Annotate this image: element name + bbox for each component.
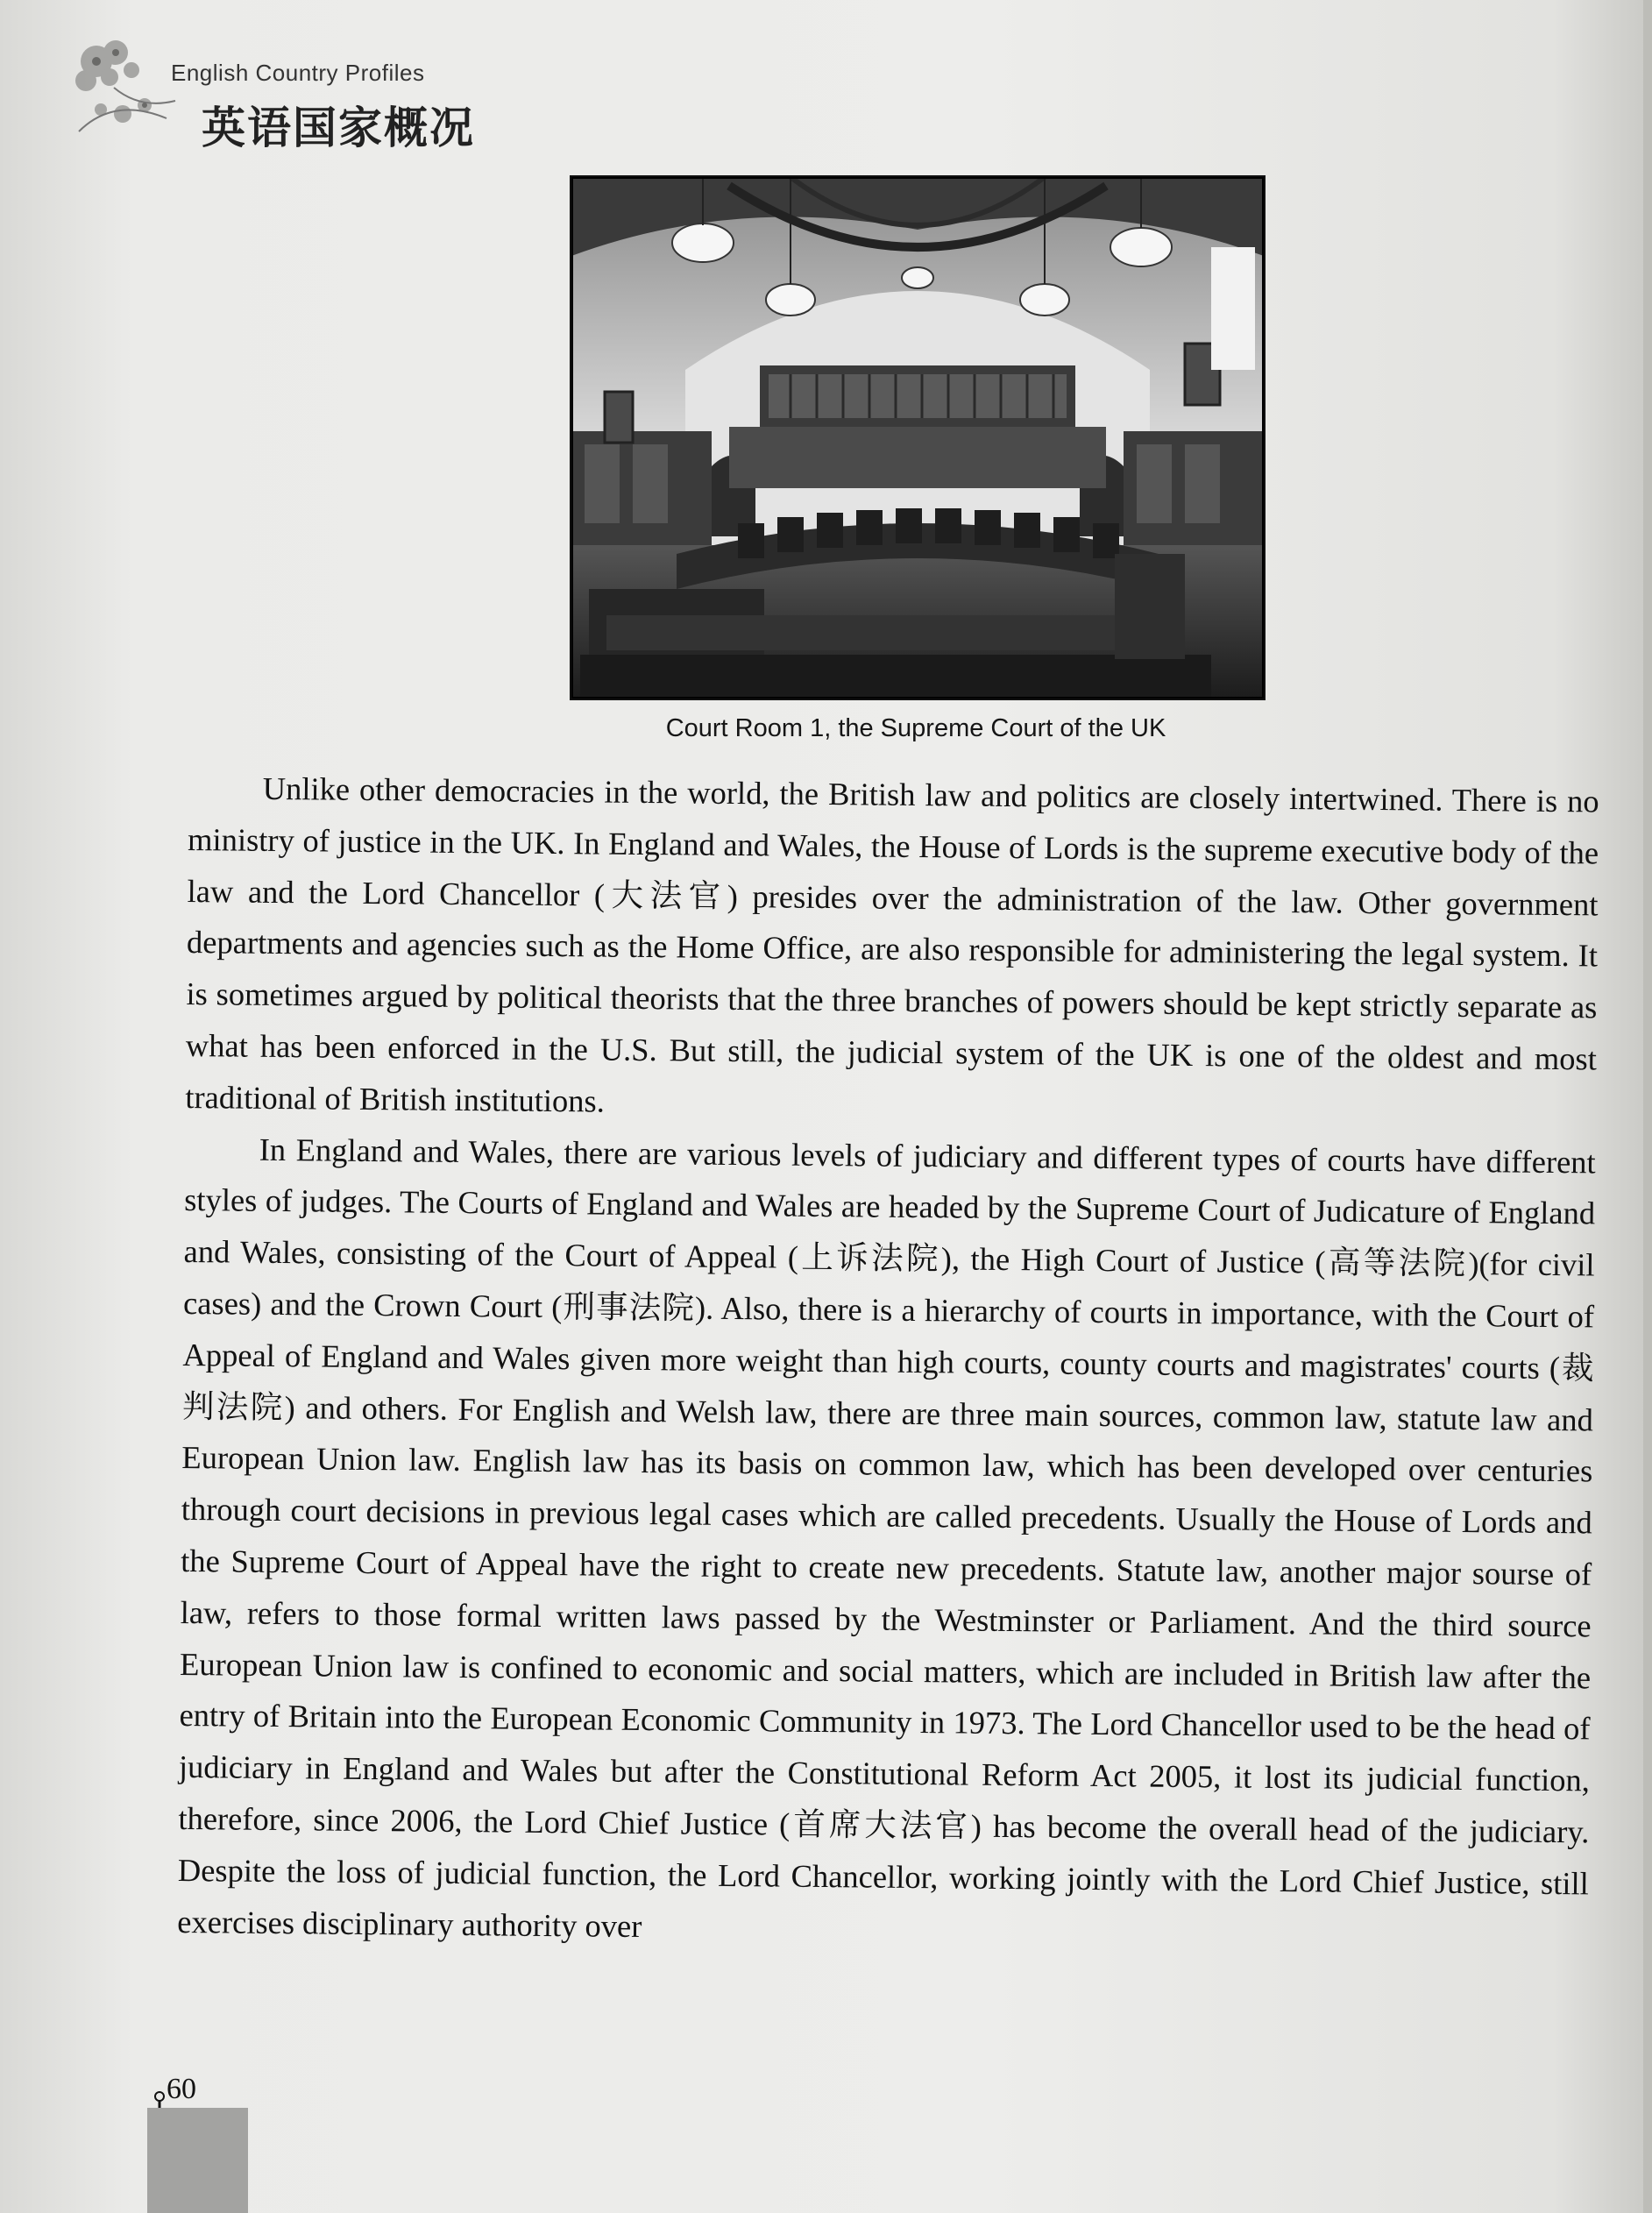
courtroom-photo: [570, 175, 1266, 700]
paragraph-2: In England and Wales, there are various levels of judiciary and different types of courts have different styles of judges. The Courts of England and Wales are headed by the Supreme Court of Judicature of England and Wales, consisting of the Court of Appeal (上诉法院), the High Court of Justice (高等法院)(for civil cases) and the Crown Court (刑事法院). Also, there is a hierarchy of courts in importance, with the Court of Appeal of England and Wales given more weight than high courts, county courts and magistrates' courts (裁判法院) and others. For English and Welsh law, there are three main sources, common law, statute law and European Union law. English law has its basis on common law, which has been developed over centuries through court decisions in previous legal cases which are called precedents. Usually the House of Lords and the Supreme Court of Appeal have the right to create new precedents. Statute law, another major sourse of law, refers to those formal written laws passed by the Westminster or Parliament. And the third source European Union law is confined to economic and social matters, which are included in British law after the entry of Britain into the European Economic Community in 1973. The Lord Chancellor used to be the head of judiciary in England and Wales but after the Constitutional Reform Act 2005, it lost its judicial function, therefore, since 2006, the Lord Chief Justice (首席大法官) has become the overall head of the judiciary. Despite the loss of judicial function, the Lord Chancellor, working jointly with the Lord Chief Justice, still exercises disciplinary authority over: [177, 1131, 1596, 1944]
figure-caption: Court Room 1, the Supreme Court of the UK: [665, 714, 1166, 742]
header-title-en: English Country Profiles: [171, 60, 425, 86]
paragraph-1: Unlike other democracies in the world, the British law and politics are closely intertwined. There is no ministry of justice in the UK. In England and Wales, the House of Lords is the supreme executive body of the law and the Lord Chancellor (大法官) presides over the administration of the law. Other government departments and agencies such as the Home Office, are also responsible for administering the legal system. It is sometimes argued by political theorists that the three branches of powers should be kept strictly separate as what has been enforced in the U.S. But still, the judicial system of the UK is one of the oldest and most traditional of British institutions.: [185, 770, 1599, 1119]
courtroom-illustration: [571, 177, 1264, 699]
page-edge: [1643, 0, 1652, 2213]
page-tab: [147, 2108, 248, 2213]
page-number: 60: [167, 2073, 196, 2105]
body-text: [177, 762, 1599, 1961]
running-header: [61, 26, 517, 158]
header-title-zh: 英语国家概况: [202, 103, 475, 153]
